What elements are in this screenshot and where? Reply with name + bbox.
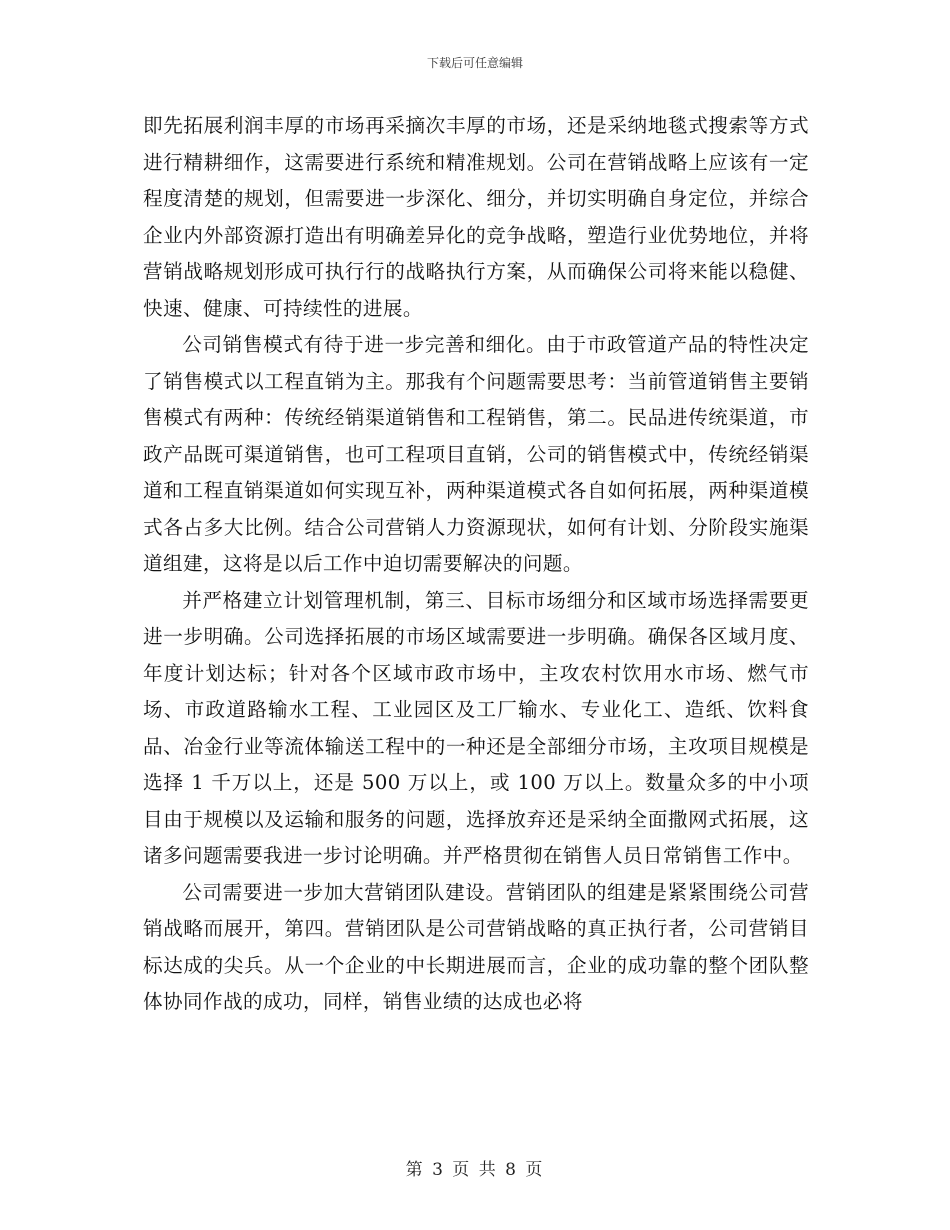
page-header: 下载后可任意编辑 — [426, 56, 523, 70]
paragraph-1: 即先拓展利润丰厚的市场再采摘次丰厚的市场，还是采纳地毯式搜索等方式进行精耕细作，这需要进行系统和精准规划。公司在营销战略上应该有一定程度清楚的规划，但需要进一步深化、细分，并切实明确自身定位，并综合企业内外部资源打造出有明确差异化的竞争战略，塑造行业优势地位，并将营销战略规划形成可执行行的战略执行方案，从而确保公司将来能以稳健、快速、健康、可持续性的进展。 — [143, 114, 809, 320]
page-number-footer: 第 3 页 共 8 页 — [405, 1160, 545, 1180]
document-body — [143, 108, 809, 1021]
paragraph-3: 并严格建立计划管理机制，第三、目标市场细分和区域市场选择需要更进一步明确。公司选择拓展的市场区域需要进一步明确。确保各区域月度、年度计划达标；针对各个区域市政市场中，主攻农村饮用水市场、燃气市场、市政道路输水工程、工业园区及工厂输水、专业化工、造纸、饮料食品、冶金行业等流体输送工程中的一种还是全部细分市场，主攻项目规模是选择 1 千万以上，还是 500 万以上，或 100 万以上。数量众多的中小项目由于规模以及运输和服务的问题，选择放弃还是采纳全面撒网式拓展，这诸多问题需要我进一步讨论明确。并严格贯彻在销售人员日常销售工作中。 — [143, 588, 809, 867]
paragraph-2: 公司销售模式有待于进一步完善和细化。由于市政管道产品的特性决定了销售模式以工程直销为主。那我有个问题需要思考：当前管道销售主要销售模式有两种：传统经销渠道销售和工程销售，第二。民品进传统渠道，市政产品既可渠道销售，也可工程项目直销，公司的销售模式中，传统经销渠道和工程直销渠道如何实现互补，两种渠道模式各自如何拓展，两种渠道模式各占多大比例。结合公司营销人力资源现状，如何有计划、分阶段实施渠道组建，这将是以后工作中迫切需要解决的问题。 — [143, 333, 809, 575]
paragraph-4: 公司需要进一步加大营销团队建设。营销团队的组建是紧紧围绕公司营销战略而展开，第四。营销团队是公司营销战略的真正执行者，公司营销目标达成的尖兵。从一个企业的中长期进展而言，企业的成功靠的整个团队整体协同作战的成功，同样，销售业绩的达成也必将 — [143, 880, 809, 1013]
